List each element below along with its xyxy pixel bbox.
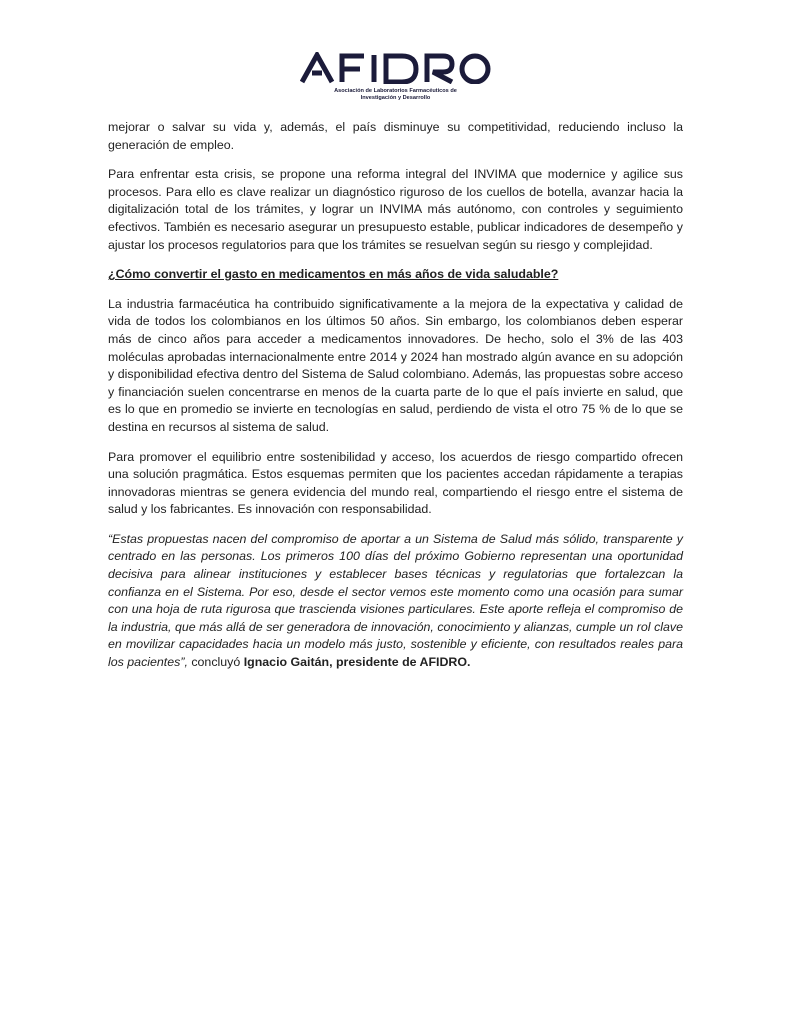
logo-subtitle-line1: Asociación de Laboratorios Farmacéuticos de (334, 88, 457, 94)
logo-subtitle (334, 88, 457, 102)
section-heading: ¿Cómo convertir el gasto en medicamentos en más años de vida saludable? (108, 267, 559, 282)
logo-subtitle-line2: Investigación y Desarrollo (360, 95, 431, 101)
document-body (108, 119, 683, 684)
paragraph-intro-continuation: mejorar o salvar su vida y, además, el país disminuye su competitividad, reduciendo incluso la generación de empleo. (108, 120, 683, 152)
page-header (0, 52, 791, 102)
quote-concluded: concluyó (187, 655, 244, 670)
quote-paragraph (108, 531, 683, 672)
paragraph-invima-reform: Para enfrentar esta crisis, se propone una reforma integral del INVIMA que modernice y agilice sus procesos. Para ello es clave realizar un diagnóstico riguroso de los cuellos de botella, avanzar hacia la digitalización total de los trámites, y lograr un INVIMA más autónomo, con controles y seguimiento efectivos. También es necesario asegurar un presupuesto estable, publicar indicadores de desempeño y ajustar los procesos regulatorios para que los trámites se resuelvan según su riesgo y complejidad. (108, 167, 683, 252)
afidro-logo (300, 52, 492, 84)
quote-text: “Estas propuestas nacen del compromiso de aportar a un Sistema de Salud más sólido, transparente y centrado en las personas. Los primeros 100 días del próximo Gobierno representan una oportunidad decisiva para alinear instituciones y establecer bases técnicas y regulatorias que fortalezcan la confianza en el Sistema. Por eso, desde el sector vemos este momento como una ocasión para sumar con una hoja de ruta rigurosa que trascienda visiones particulares. Este aporte refleja el compromiso de la industria, que más allá de ser generadora de innovación, conocimiento y alianzas, cumple un rol clave en movilizar capacidades hacia un modelo más justo, sostenible y eficiente, con resultados reales para los pacientes”, (108, 531, 683, 670)
quote-author: Ignacio Gaitán, presidente de AFIDRO. (243, 655, 471, 670)
paragraph-pharma-industry: La industria farmacéutica ha contribuido significativamente a la mejora de la expectativa y calidad de vida de todos los colombianos en los últimos 50 años. Sin embargo, los colombianos deben esperar más de cinco años para acceder a medicamentos innovadores. De hecho, solo el 3% de las 403 moléculas aprobadas internacionalmente entre 2014 y 2024 han mostrado algún avance en su adopción y disponibilidad efectiva dentro del Sistema de Salud colombiano. Además, las propuestas sobre acceso y financiación suelen concentrarse en menos de la cuarta parte de lo que el país invierte en salud, que es lo que en promedio se invierte en tecnologías en salud, perdiendo de vista el otro 75 % de lo que se destina en recursos al sistema de salud. (108, 296, 683, 434)
paragraph-risk-sharing: Para promover el equilibrio entre sostenibilidad y acceso, los acuerdos de riesgo compartido ofrecen una solución pragmática. Estos esquemas permiten que los pacientes accedan rápidamente a terapias innovadoras mientras se genera evidencia del mundo real, compartiendo el riesgo entre el sistema de salud y los fabricantes. Es innovación con responsabilidad. (108, 449, 683, 517)
